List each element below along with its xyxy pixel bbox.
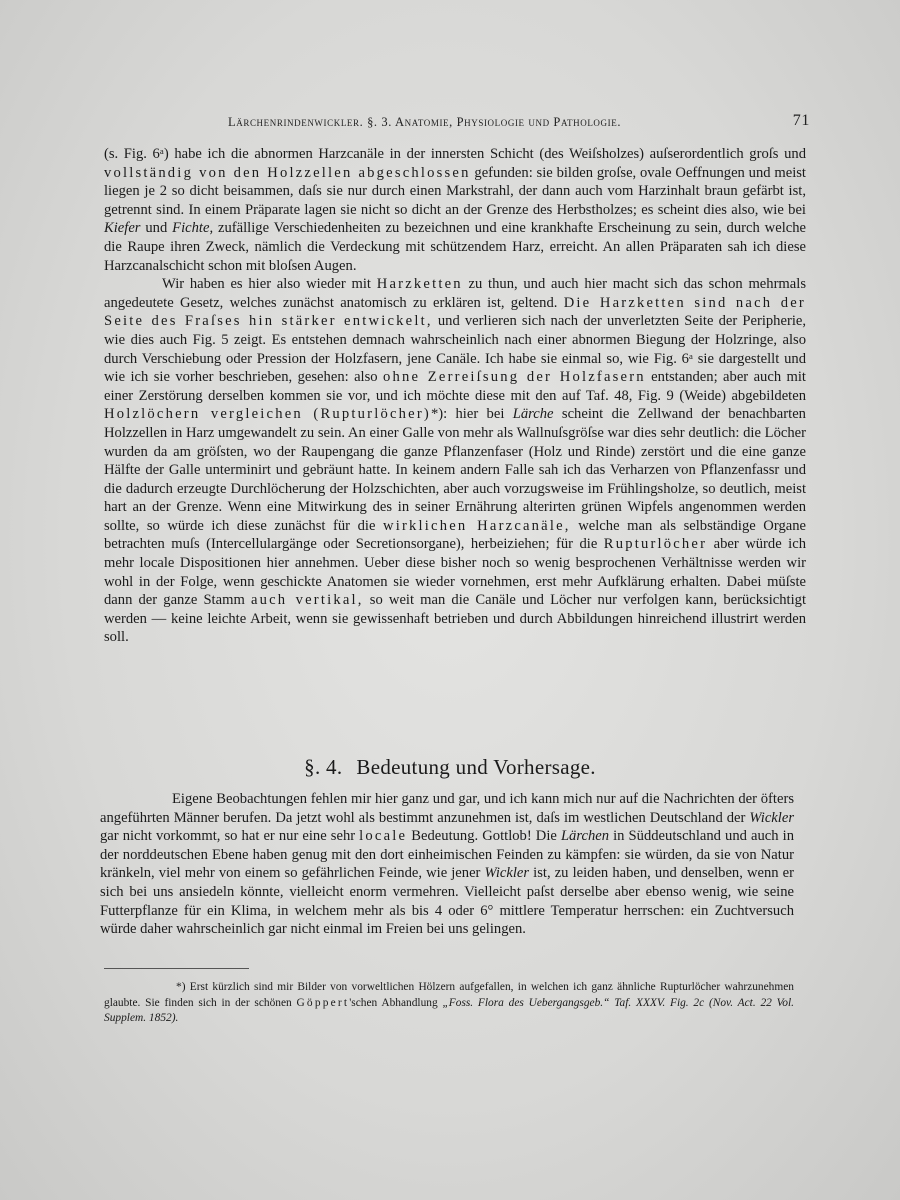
section-text: [100, 790, 794, 939]
italic-term: Fichte,: [172, 220, 214, 237]
spaced-emphasis: Rupturlöcher: [603, 536, 708, 553]
spaced-emphasis: Göppert: [296, 996, 350, 1009]
spaced-emphasis: Holzlöchern vergleichen (Rupturlöcher): [104, 406, 431, 423]
text-run: *): hier bei: [430, 406, 513, 423]
italic-citation: „Foss. Flora des Uebergangsgeb.“ Taf. XXXV. Fig. 2c (Nov. Act. 22 Vol. Supplem. 1852).: [104, 996, 795, 1024]
running-head: Lärchenrindenwickler. §. 3. Anatomie, Physiologie und Pathologie.: [228, 115, 622, 129]
text-run: welche man als selbständige Organe betrachten muſs (Intercellulargänge oder Secretionsorgane), herbeiziehen; für die: [104, 517, 806, 553]
text-run: Bedeutung. Gottlob! Die: [407, 828, 561, 845]
text-run: und verlieren sich nach der unverletzten Seite der Peripherie, wie dies auch Fig. 5 zeigt. Es entstehen demnach wahrscheinlich nach einer abnormen Biegung der Holzringe, also durch Verschiebung oder Pression der Holzfasern, jene Canäle. Ich habe sie einmal so, wie Fig. 6ᵃ sie dargestellt und wie ich sie vorher beschrieben, gesehen: also: [104, 313, 807, 386]
text-run: in Süddeutschland und auch in der norddeutschen Ebene haben genug mit den dort einheimischen Feinden zu kämpfen: sie würden, da sie von Natur kränkeln, viel mehr von einem so gefährlichen Feinde, wie jener: [100, 828, 794, 882]
text-run: entstanden; aber auch mit einer Zerstörung derselben kommen sie vor, und ich möchte diese mit den auf Taf. 48, Fig. 9 (Weide) abgebildeten: [104, 369, 806, 404]
italic-term: Wickler: [484, 865, 530, 882]
section-number: §. 4.: [304, 755, 343, 779]
spaced-emphasis: auch vertikal,: [250, 592, 364, 609]
spaced-emphasis: Harzketten: [376, 276, 463, 293]
text-run: zufällige Verschiedenheiten zu bezeichnen und eine krankhafte Erscheinung zu sein, durch welche die Raupe ihren Zweck, nämlich die Verdeckung mit schützendem Harz, erreicht. An allen Präparaten sah ich diese Harzcanalschicht schon mit bloſsen Augen.: [104, 220, 807, 274]
footnote-rule: [104, 968, 249, 969]
section-heading: [0, 755, 900, 780]
section-paragraph-1: [100, 790, 794, 939]
italic-term: Lärche: [512, 406, 554, 423]
footnote: [104, 980, 794, 1027]
paragraph-1: [104, 145, 806, 275]
page-number: 71: [792, 112, 810, 129]
text-run: (s. Fig. 6ᵃ) habe ich die abnormen Harzcanäle in der innersten Schicht (des Weiſsholzes) auſserordentlich groſs und: [104, 146, 806, 162]
text-run: scheint die Zellwand der benachbarten Holzzellen in Harz umgewandelt zu sein. An einer Galle von mehr als Wallnuſsgröſse war dies sehr deutlich: die Löcher wurden da am gröſsten, wo der Raupengang die ganze Pflanzenfaser (Holz und Rinde) zerstört und die eine ganze Hälfte der Galle unterminirt und gebräunt hatte. In keinem andern Falle sah ich das Verharzen von Pflanzenfassr und die dadurch erzeugte Durchlöcherung der Holzschichten, aber auch vorzugsweise im Frühlingsholze, so deutlich, meist hart an der Grenze. Wenn eine Mitwirkung des in seiner Ernährung alterirten grünen Wipfels angenommen werden sollte, so würde ich diese zunächst für die: [104, 406, 806, 534]
text-run: gefunden: sie bilden groſse, ovale Oeffnungen und meist liegen je 2 so dicht beisammen, daſs sie nur durch einen Markstrahl, der dann auch vom Harzinhalt braun gefärbt ist, getrennt sind. In einem Präparate lagen sie nicht so dicht an der Grenze des Herbstholzes; es scheint dies also, wie bei: [104, 164, 806, 218]
page-header: [100, 112, 810, 134]
text-run: Eigene Beobachtungen fehlen mir hier ganz und gar, und ich kann mich nur auf die Nachrichten der öfters angeführten Männer berufen. Da jetzt wohl als bestimmt anzunehmen ist, daſs im westlichen Deutschland der: [100, 791, 794, 826]
italic-term: Lärchen: [560, 828, 610, 845]
text-run: gar nicht vorkommt, so hat er nur eine sehr: [100, 828, 360, 845]
spaced-emphasis: Die Harzketten sind nach der Seite des Fraſses hin stärker entwickelt,: [104, 294, 806, 330]
text-run: ist, zu leiden haben, und denselben, wenn er sich bei uns ansiedeln könnte, vielleicht enorm vermehren. Vielleicht paſst derselbe aber ebenso wenig, wie seine Futterpflanze für ein Klima, in welchem mehr als bis 4 oder 6° mittlere Temperatur herrschen: ein Zuchtversuch würde daher wahrscheinlich gar nicht einmal im Freien bei uns gelingen.: [100, 865, 794, 938]
italic-term: Kiefer: [104, 220, 141, 237]
text-run: *) Erst kürzlich sind mir Bilder von vorweltlichen Hölzern aufgefallen, in welchen ich ganz ähnliche Rupturlöcher wahrzunehmen glaubte. Sie finden sich in der schönen: [104, 981, 794, 1009]
text-run: aber würde ich mehr locale Dispositionen hier annehmen. Ueber diese bisher noch so wenig besprochenen Verhältnisse werden wir wohl in der Folge, wenn geschickte Anatomen sie wieder vornehmen, erst mehr Aufklärung erhalten. Dabei müſste dann der ganze Stamm: [104, 536, 806, 609]
text-run: 'schen Abhandlung: [349, 996, 443, 1009]
text-run: und: [140, 220, 173, 237]
spaced-emphasis: locale: [359, 828, 408, 845]
text-run: so weit man die Canäle und Löcher nur verfolgen kann, berücksichtigt werden — keine leichte Arbeit, wenn sie gewissenhaft betrieben und durch Abbildungen hinreichend illustrirt werden soll.: [104, 592, 807, 646]
italic-term: Wickler: [749, 809, 794, 826]
spaced-emphasis: wirklichen Harzcanäle,: [383, 517, 571, 534]
paragraph-2: [104, 275, 806, 647]
body-text: [104, 145, 806, 647]
spaced-emphasis: ohne Zerreiſsung der Holzfasern: [383, 369, 646, 386]
text-run: zu thun, und auch hier macht sich das schon mehrmals angedeutete Gesetz, welches zunächst anatomisch zu erklären ist, geltend.: [104, 276, 806, 311]
section-title: Bedeutung und Vorhersage.: [356, 755, 596, 779]
spaced-emphasis: vollständig von den Holzzellen abgeschlossen: [104, 164, 471, 181]
text-run: Wir haben es hier also wieder mit: [162, 276, 377, 293]
